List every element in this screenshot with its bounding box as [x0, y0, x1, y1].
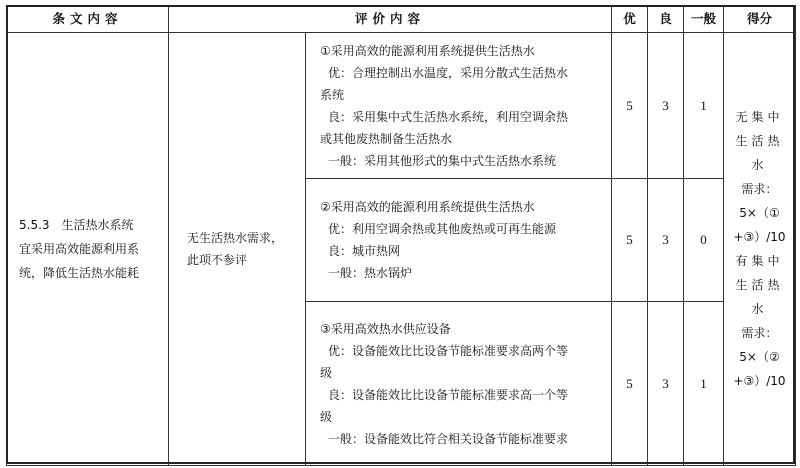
item-line: 一般：热水锅炉: [328, 266, 413, 280]
score-line: 生活热水: [735, 278, 784, 316]
header-evaluation: 评价内容: [169, 6, 612, 33]
clause-line: 宜采用高效能源利用系: [19, 242, 140, 256]
good-value: 3: [648, 179, 684, 302]
score-formula: +③）/10: [733, 374, 786, 388]
clause-line: 统，降低生活热水能耗: [19, 266, 140, 280]
score-line: 有集中: [735, 254, 784, 268]
item-line: 级: [320, 409, 333, 424]
good-value: 3: [648, 33, 684, 179]
item-line: 系统: [320, 87, 345, 102]
item-line: 级: [320, 365, 333, 380]
note-line: 无生活热水需求，: [187, 231, 284, 245]
item-line: 或其他废热制备生活热水: [320, 131, 453, 146]
excellent-value: 5: [612, 179, 648, 302]
general-value: 1: [684, 33, 724, 179]
item-line: 良：采用集中式生活热水系统，利用空调余热: [328, 109, 569, 124]
item-title: ①采用高效的能源利用系统提供生活热水: [320, 43, 535, 58]
header-general: 一般: [684, 6, 724, 33]
general-value: 0: [684, 179, 724, 302]
clause-line: 5.5.3 生活热水系统: [19, 218, 134, 232]
header-good: 良: [648, 6, 684, 33]
item-title: ③采用高效热水供应设备: [320, 321, 451, 336]
score-formula: +③）/10: [733, 230, 786, 244]
score-formula: 5×（②: [739, 350, 780, 364]
score-line: 需求：: [741, 182, 778, 196]
score-line: 生活热水: [735, 134, 784, 172]
score-line: 需求：: [741, 326, 778, 340]
note-line: 此项不参评: [187, 253, 248, 267]
good-value: 3: [648, 302, 684, 466]
item-line: 良：设备能效比比设备节能标准要求高一个等: [328, 387, 569, 402]
item-line: 良：城市热网: [328, 244, 401, 258]
item-line: 一般：采用其他形式的集中式生活热水系统: [328, 153, 557, 168]
header-excellent: 优: [612, 6, 648, 33]
excellent-value: 5: [612, 302, 648, 466]
item-line: 优：合理控制出水温度，采用分散式生活热水: [328, 65, 569, 80]
header-clause: 条文内容: [7, 6, 169, 33]
item-title: ②采用高效的能源利用系统提供生活热水: [320, 200, 535, 214]
item-line: 优：设备能效比比设备节能标准要求高两个等: [328, 343, 569, 358]
table-outer-border: [6, 5, 795, 464]
general-value: 1: [684, 302, 724, 466]
item-line: 一般：设备能效比符合相关设备节能标准要求: [328, 431, 569, 446]
score-line: 无集中: [735, 110, 784, 124]
excellent-value: 5: [612, 33, 648, 179]
score-formula: 5×（①: [739, 206, 780, 220]
header-score: 得分: [724, 6, 796, 33]
item-line: 优：利用空调余热或其他废热或可再生能源: [328, 222, 557, 236]
